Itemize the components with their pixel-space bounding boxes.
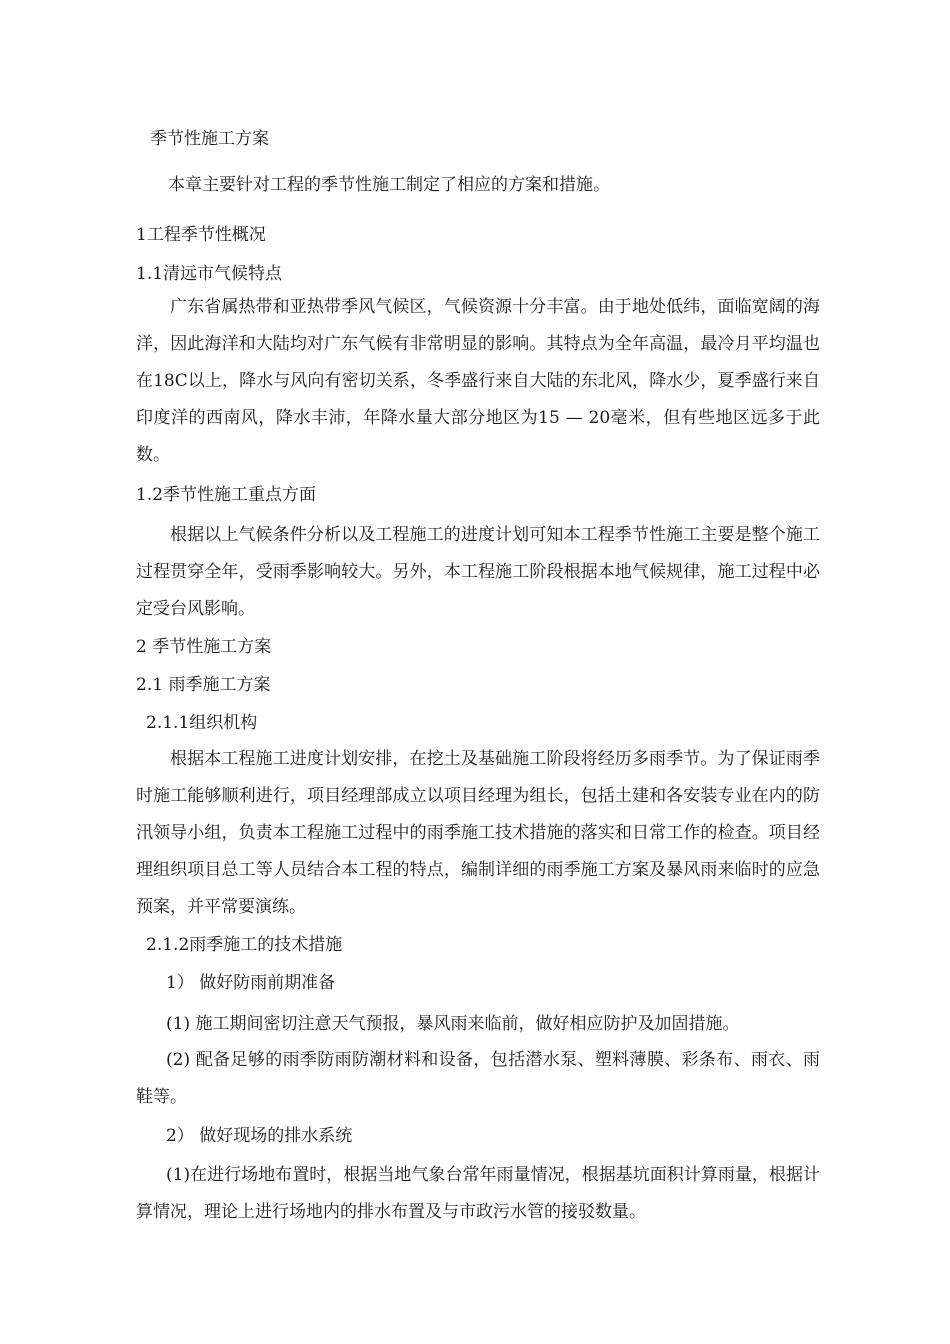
item-1-point-1: (1) 施工期间密切注意天气预报，暴风雨来临前，做好相应防护及加固措施。 [166, 1014, 740, 1034]
document-title: 季节性施工方案 [150, 129, 269, 149]
item-2-heading: 2） 做好现场的排水系统 [166, 1126, 353, 1146]
section-2-1-1-paragraph: 根据本工程施工进度计划安排，在挖土及基础施工阶段将经历多雨季节。为了保证雨季时施工能够顺利进行，项目经理部成立以项目经理为组长，包括土建和各安装专业在内的防汛领导小组，负责本工程施工过程中的雨季施工技术措施的落实和日常工作的检查。项目经理组织项目总工等人员结合本工程的特点，编制详细的雨季施工方案及暴风雨来临时的应急预案，并平常要演练。 [136, 749, 820, 917]
intro-paragraph: 本章主要针对工程的季节性施工制定了相应的方案和措施。 [168, 175, 610, 195]
section-1-1-heading: 1.1清远市气候特点 [136, 264, 283, 284]
section-1-heading: 1工程季节性概况 [136, 225, 266, 245]
section-2-heading: 2 季节性施工方案 [136, 637, 272, 657]
section-1-2-paragraph: 根据以上气候条件分析以及工程施工的进度计划可知本工程季节性施工主要是整个施工过程贯穿全年，受雨季影响较大。另外，本工程施工阶段根据本地气候规律，施工过程中必定受台风影响。 [136, 525, 820, 619]
section-2-1-heading: 2.1 雨季施工方案 [136, 675, 271, 695]
section-1-1-paragraph: 广东省属热带和亚热带季风气候区，气候资源十分丰富。由于地处低纬，面临宽阔的海洋，因此海洋和大陆均对广东气候有非常明显的影响。其特点为全年高温，最冷月平均温也在18C以上，降水与风向有密切关系，冬季盛行来自大陆的东北风，降水少，夏季盛行来自印度洋的西南风，降水丰沛，年降水量大部分地区为15 — 20毫米，但有些地区远多于此数。 [136, 297, 820, 465]
item-1-heading: 1） 做好防雨前期准备 [166, 973, 336, 993]
item-2-point-1: (1)在进行场地布置时，根据当地气象台常年雨量情况，根据基坑面积计算雨量，根据计算情况，理论上进行场地内的排水布置及与市政污水管的接驳数量。 [136, 1165, 820, 1222]
section-2-1-1-heading: 2.1.1组织机构 [146, 713, 258, 733]
section-2-1-2-heading: 2.1.2雨季施工的技术措施 [146, 935, 343, 955]
section-1-2-heading: 1.2季节性施工重点方面 [136, 485, 317, 505]
item-1-point-2: (2) 配备足够的雨季防雨防潮材料和设备，包括潜水泵、塑料薄膜、彩条布、雨衣、雨鞋等。 [136, 1050, 820, 1107]
